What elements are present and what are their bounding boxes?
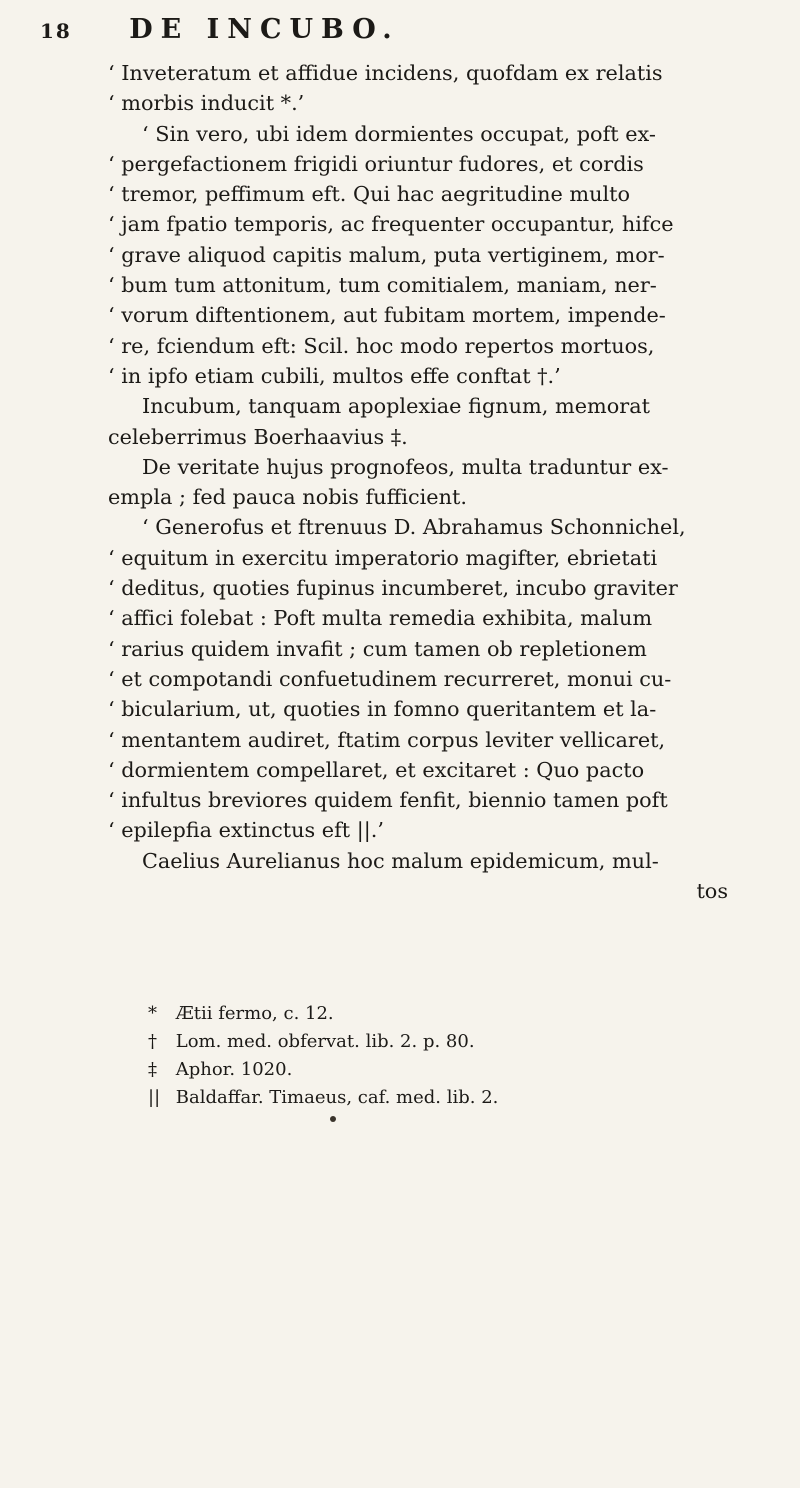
text-line: ‘ in ipfo etiam cubili, multos effe conftat †.’: [108, 363, 561, 388]
running-title: DE INCUBO.: [129, 14, 400, 45]
text-line: ‘ tremor, peffimum eft. Qui hac aegritudine multo: [108, 182, 631, 207]
text-line: ‘ deditus, quoties fupinus incumberet, incubo graviter: [108, 576, 678, 601]
footnote-mark: ||: [148, 1087, 161, 1108]
text-line: ‘ infultus breviores quidem fenfit, biennio tamen poft: [108, 788, 668, 813]
footnote-text: Aphor. 1020.: [175, 1059, 293, 1080]
text-line: ‘ dormientem compellaret, et excitaret : Quo pacto: [108, 757, 645, 782]
footnote: [148, 1084, 708, 1112]
footnote: [148, 1028, 708, 1056]
text-line: ‘ morbis inducit *.’: [108, 91, 305, 116]
text-line: ‘ grave aliquod capitis malum, puta vertiginem, mor-: [108, 242, 665, 267]
footnote-text: Ætii fermo, c. 12.: [175, 1003, 334, 1024]
footnote-mark: *: [148, 1003, 157, 1024]
text-line: ‘ rarius quidem invafit ; cum tamen ob repletionem: [108, 636, 647, 661]
text-line: ‘ pergefactionem frigidi oriuntur fudores, et cordis: [108, 151, 644, 176]
text-line: ‘ affici folebat : Poft multa remedia exhibita, malum: [108, 606, 653, 631]
text-line: ‘ Generofus et ftrenuus D. Abrahamus Schonnichel,: [142, 515, 686, 540]
text-line: empla ; fed pauca nobis fufficient.: [108, 485, 467, 510]
text-line: Caelius Aurelianus hoc malum epidemicum, mul-: [142, 848, 659, 873]
text-line: ‘ re, fciendum eft: Scil. hoc modo repertos mortuos,: [108, 333, 655, 358]
text-line: ‘ Sin vero, ubi idem dormientes occupat, poft ex-: [142, 121, 656, 146]
text-line: ‘ jam fpatio temporis, ac frequenter occupantur, hifce: [108, 212, 674, 237]
main-text: [108, 58, 758, 906]
text-line: ‘ vorum diftentionem, aut fubitam mortem, impende-: [108, 303, 666, 328]
footnote-mark: †: [148, 1031, 157, 1052]
text-line: ‘ Inveteratum et affidue incidens, quofdam ex relatis: [108, 61, 663, 85]
text-line: ‘ mentantem audiret, ftatim corpus leviter vellicaret,: [108, 727, 666, 752]
page-number: 18: [40, 19, 72, 43]
footnote-text: Lom. med. obfervat. lib. 2. p. 80.: [175, 1031, 475, 1052]
footnotes: [148, 1000, 708, 1112]
text-line: ‘ epilepfia extinctus eft ||.’: [108, 818, 384, 843]
text-line: ‘ equitum in exercitu imperatorio magifter, ebrietati: [108, 545, 658, 570]
page-header: [40, 14, 760, 45]
text-line: ‘ bum tum attonitum, tum comitialem, maniam, ner-: [108, 273, 657, 298]
footnote: [148, 1000, 708, 1028]
footnote-text: Baldaffar. Timaeus, caf. med. lib. 2.: [175, 1087, 499, 1108]
footnote-mark: ‡: [148, 1059, 157, 1080]
text-line: De veritate hujus prognofeos, multa traduntur ex-: [142, 454, 669, 479]
footnote: [148, 1056, 708, 1084]
text-line: celeberrimus Boerhaavius ‡.: [108, 424, 408, 449]
ink-speck: [330, 1116, 336, 1122]
catchword: tos: [696, 879, 728, 904]
text-line: ‘ et compotandi confuetudinem recurreret, monui cu-: [108, 666, 672, 691]
text-line: ‘ bicularium, ut, quoties in fomno queritantem et la-: [108, 697, 657, 722]
text-line: Incubum, tanquam apoplexiae fignum, memorat: [142, 394, 650, 419]
